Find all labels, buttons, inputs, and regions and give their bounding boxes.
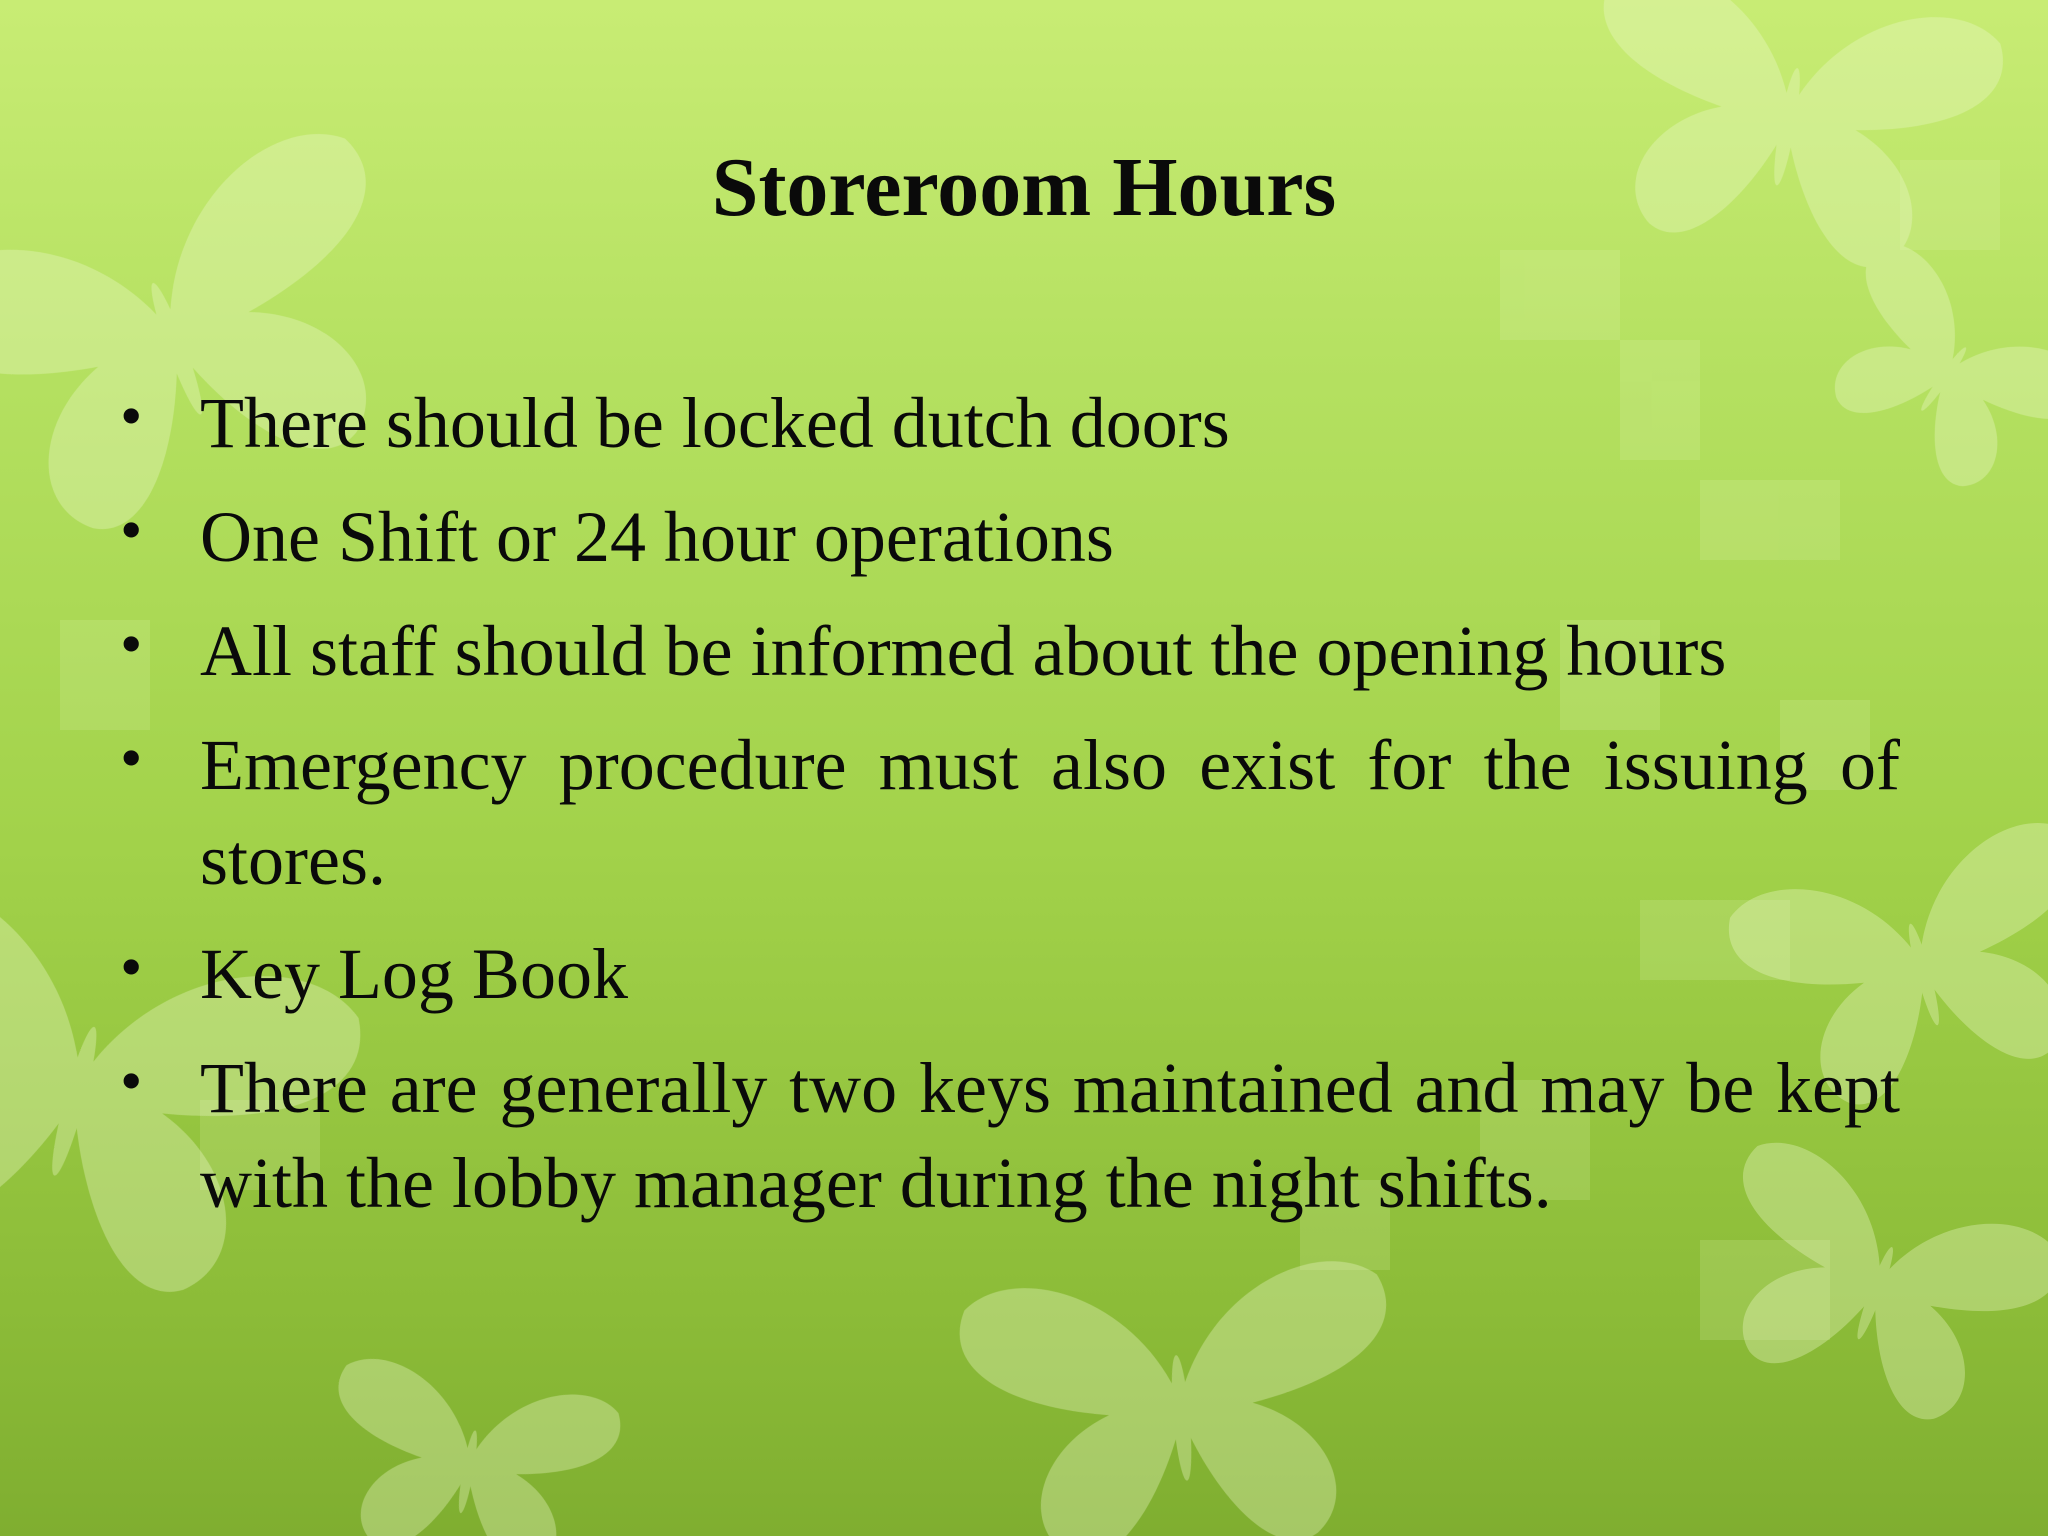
bullet-item: [120, 927, 1900, 1022]
bullet-text: Key Log Book: [200, 934, 628, 1014]
bullet-dot-icon: •: [120, 722, 143, 793]
bullet-text: There are generally two keys maintained and may be kept with the lobby manager during the night shifts.: [200, 1048, 1900, 1223]
slide-title: Storeroom Hours: [711, 141, 1337, 234]
bullet-list: [120, 376, 1900, 1250]
bullet-dot-icon: •: [120, 380, 143, 451]
bullet-item: [120, 376, 1900, 471]
bullet-dot-icon: •: [120, 931, 143, 1002]
bullet-item: [120, 718, 1900, 908]
bullet-item: [120, 1041, 1900, 1231]
bullet-dot-icon: •: [120, 494, 143, 565]
bullet-text: Emergency procedure must also exist for the issuing of stores.: [200, 725, 1900, 900]
bullet-dot-icon: •: [120, 1045, 143, 1116]
bullet-text: One Shift or 24 hour operations: [200, 497, 1114, 577]
bullet-text: There should be locked dutch doors: [200, 383, 1230, 463]
bullet-text: All staff should be informed about the opening hours: [200, 611, 1727, 691]
bullet-item: [120, 490, 1900, 585]
bullet-dot-icon: •: [120, 608, 143, 679]
bullet-item: [120, 604, 1900, 699]
